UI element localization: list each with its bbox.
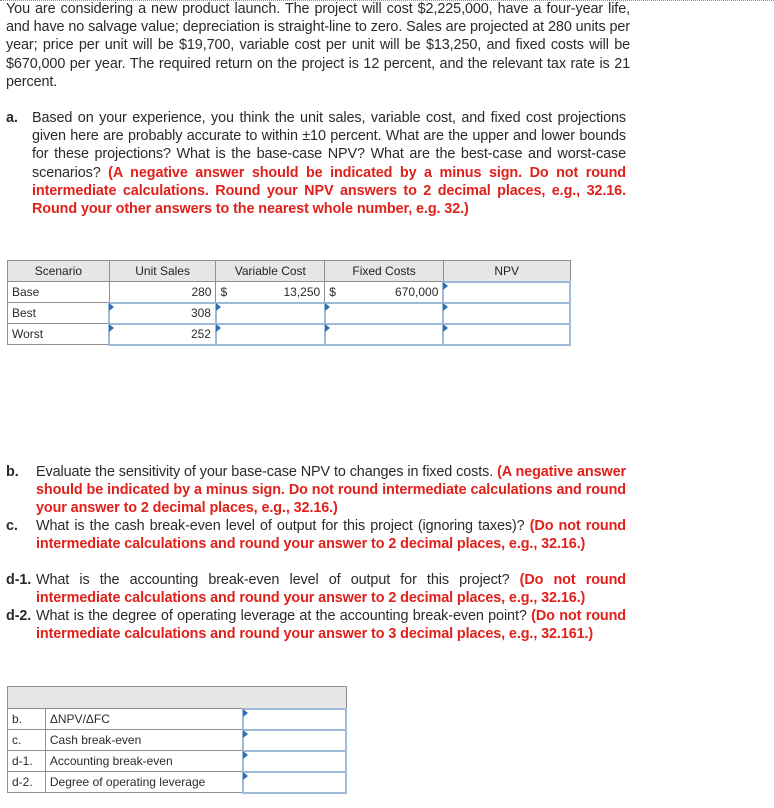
row-label: d-1. — [8, 751, 46, 772]
question-c-text: What is the cash break-even level of output for this project (ignoring taxes)? — [36, 518, 525, 534]
scenario-table-header — [8, 261, 571, 282]
variable-cost-worst-input[interactable] — [216, 324, 325, 345]
row-description: ΔNPV/ΔFC — [45, 709, 242, 730]
question-d1-text: What is the accounting break-even level of output for this project? — [36, 572, 510, 588]
answers-table-header — [8, 687, 347, 709]
unit-sales-worst-input[interactable]: 252 — [109, 324, 216, 345]
question-b-text: Evaluate the sensitivity of your base-case NPV to changes in fixed costs. — [36, 464, 494, 480]
question-a-label: a. — [6, 110, 18, 126]
row-label: b. — [8, 709, 46, 730]
table-row — [8, 303, 571, 324]
answers-table — [7, 686, 347, 794]
table-row — [8, 751, 347, 772]
question-a-instruction: (A negative answer should be indicated by a minus sign. Do not round intermediate calculations. Round your NPV answers to 2 decimal places, e.g., 32.16. Round your other answers to the nearest whole number, e.g. 32.) — [32, 164, 626, 218]
currency-symbol: $ — [329, 284, 336, 299]
npv-base-input[interactable] — [443, 282, 570, 303]
question-d1-instruction: (Do not round intermediate calculations and round your answer to 2 decimal places, e.g., 32.16.) — [36, 572, 626, 607]
row-description: Cash break-even — [45, 730, 242, 751]
question-d2-instruction: (Do not round intermediate calculations and round your answer to 3 decimal places, e.g., 32.161.) — [36, 608, 626, 643]
table-row — [8, 730, 347, 751]
fixed-costs-worst-input[interactable] — [325, 324, 444, 345]
question-d2-label: d-2. — [6, 608, 32, 624]
problem-intro: You are considering a new product launch. The project will cost $2,225,000, have a four-year life, and have no salvage value; depreciation is straight-line to zero. Sales are projected at 280 units per year; price per unit will be $19,700, variable cost per unit will be $13,250, and fixed costs will be $670,000 per year. The required return on the project is 12 percent, and the relevant tax rate is 21 percent. — [6, 1, 630, 90]
npv-worst-input[interactable] — [443, 324, 570, 345]
variable-cost-best-input[interactable] — [216, 303, 325, 324]
table-row — [8, 282, 571, 303]
scenario-name: Best — [8, 303, 110, 324]
header-unit-sales: Unit Sales — [109, 261, 216, 282]
row-label: c. — [8, 730, 46, 751]
question-b-label: b. — [6, 464, 19, 480]
variable-cost-amount: 13,250 — [283, 284, 321, 299]
question-d2 — [6, 607, 626, 643]
question-b — [6, 463, 626, 518]
table-row — [8, 709, 347, 730]
scenario-name: Base — [8, 282, 110, 303]
header-variable-cost: Variable Cost — [216, 261, 325, 282]
question-a — [6, 109, 626, 218]
accounting-breakeven-input[interactable] — [243, 751, 346, 772]
question-a-text: Based on your experience, you think the unit sales, variable cost, and fixed cost projections given here are probably accurate to within ±10 percent. What are the upper and lower bounds for these projections? What is the base-case NPV? What are the best-case and worst-case scenarios? — [32, 110, 626, 181]
row-label: d-2. — [8, 772, 46, 793]
question-b-instruction: (A negative answer should be indicated by a minus sign. Do not round intermediate calculations and round your answer to 2 decimal places, e.g., 32.16.) — [36, 464, 627, 517]
npv-sensitivity-input[interactable] — [243, 709, 346, 730]
npv-best-input[interactable] — [443, 303, 570, 324]
question-d2-text: What is the degree of operating leverage at the accounting break-even point? — [36, 608, 527, 624]
currency-symbol: $ — [220, 284, 228, 299]
fixed-costs-best-input[interactable] — [325, 303, 444, 324]
variable-cost-value — [216, 282, 325, 303]
table-row — [8, 772, 347, 793]
scenario-name: Worst — [8, 324, 110, 345]
unit-sales-value: 280 — [109, 282, 216, 303]
fixed-costs-value — [325, 282, 444, 303]
question-c-instruction: (Do not round intermediate calculations and round your answer to 2 decimal places, e.g., 32.16.) — [36, 518, 626, 553]
question-c-label: c. — [6, 518, 18, 534]
unit-sales-best-input[interactable]: 308 — [109, 303, 216, 324]
fixed-costs-amount: 670,000 — [395, 284, 439, 299]
table-row — [8, 324, 571, 345]
question-d1-label: d-1. — [6, 572, 32, 588]
cash-breakeven-input[interactable] — [243, 730, 346, 751]
row-description: Degree of operating leverage — [45, 772, 242, 793]
question-c — [6, 517, 626, 553]
question-d1 — [6, 571, 626, 607]
dol-input[interactable] — [243, 772, 346, 793]
header-scenario: Scenario — [8, 261, 110, 282]
header-npv: NPV — [443, 261, 570, 282]
header-fixed-costs: Fixed Costs — [325, 261, 444, 282]
row-description: Accounting break-even — [45, 751, 242, 772]
scenario-table — [7, 260, 571, 346]
